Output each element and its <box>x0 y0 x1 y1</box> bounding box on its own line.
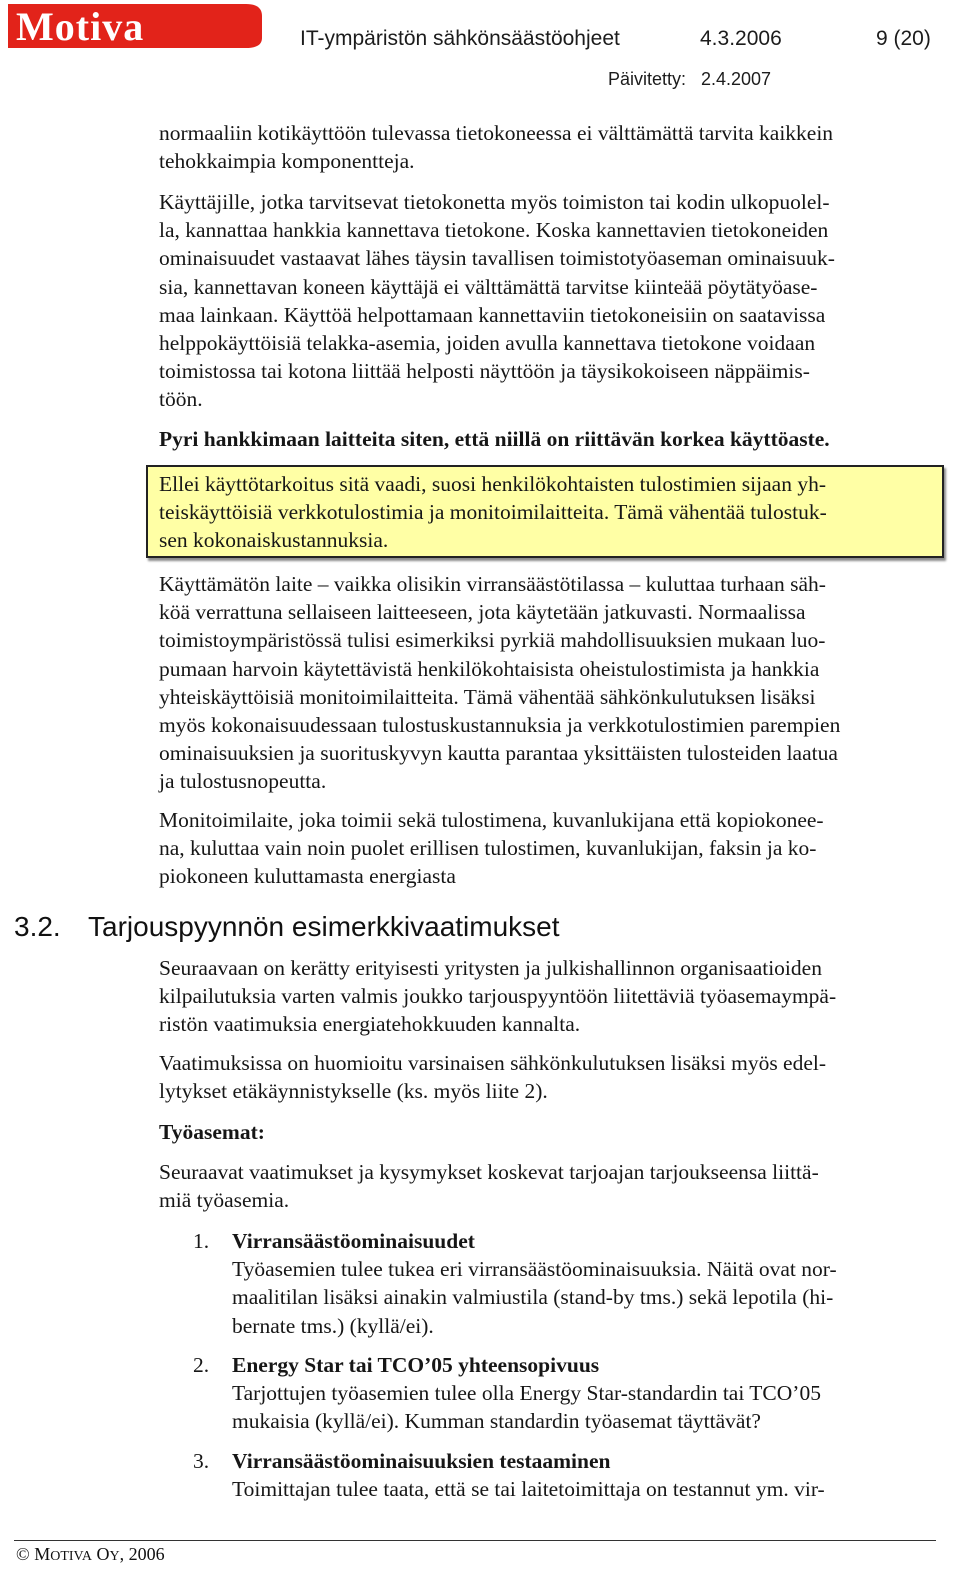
paragraph-1: normaaliin kotikäyttöön tulevassa tietokoneessa ei välttämättä tarvita kaikkein tehokkaimpia komponentteja. <box>159 121 834 174</box>
paragraph-6: Vaatimuksissa on huomioitu varsinaisen sähkönkulutuksen lisäksi myös edel- lytykset etäkäynnistykselle (ks. myös liite 2). <box>159 1051 827 1104</box>
footer-copyright: © MOTIVA OY, 2006 <box>16 1544 165 1564</box>
updated-label: Päivitetty: <box>608 69 687 89</box>
section-number: 3.2. <box>14 911 61 942</box>
paragraph-2: Käyttäjille, jotka tarvitsevat tietokonetta myös toimiston tai kodin ulkopuolel- la, kannattaa hankkia kannettava tietokone. Koska kannettavien tietokoneiden ominaisuudet vastaavat lähes täysin tavallisen toimistotyöaseman ominaisuuk- sia, kannettavan koneen käyttäjä ei välttämättä tarvitse kiinteää pöytätyöase- maa lainkaan. Käyttöä helpottamaan kannettaviin tietokoneisiin on saatavissa helppokäyttöisiä telakka-asemia, joiden avulla kannettava tietokone voidaan toimistossa tai kotona liittää helposti näyttöön ja täysikokoiseen näppäimis- töön. <box>159 190 835 412</box>
section-heading <box>14 911 560 943</box>
footer-divider <box>14 1540 936 1541</box>
list-number: 1. <box>193 1229 210 1253</box>
list-item-title: Virransäästöominaisuudet <box>232 1229 475 1253</box>
bold-recommendation: Pyri hankkimaan laitteita siten, että niillä on riittävän korkea käyttöaste. <box>159 427 830 451</box>
highlight-text: Ellei käyttötarkoitus sitä vaadi, suosi henkilökohtaisten tulostimien sijaan yh- teiskäyttöisiä verkkotulostimia ja monitoimilaitteita. Tämä vähentää tulostuk- sen kokonaiskustannuksia. <box>159 472 827 553</box>
motiva-logo <box>6 2 262 50</box>
subheading-workstations: Työasemat: <box>159 1120 265 1144</box>
list-item-title: Energy Star tai TCO’05 yhteensopivuus <box>232 1353 600 1377</box>
section-title: Tarjouspyynnön esimerkkivaatimukset <box>88 911 560 942</box>
document-title: IT-ympäristön sähkönsäästöohjeet <box>300 27 620 50</box>
page-number: 9 (20) <box>876 27 931 50</box>
updated-date: 2.4.2007 <box>701 69 772 89</box>
list-number: 3. <box>193 1449 210 1473</box>
paragraph-7: Seuraavat vaatimukset ja kysymykset koskevat tarjoajan tarjoukseensa liittä- miä työasemia. <box>159 1160 819 1213</box>
paragraph-4: Monitoimilaite, joka toimii sekä tulostimena, kuvanlukijana että kopiokonee- na, kuluttaa vain noin puolet erillisen tulostimen, kuvanlukijan, faksin ja ko- piokoneen kuluttamasta energiasta <box>159 808 824 889</box>
list-number: 2. <box>193 1353 210 1377</box>
paragraph-3: Käyttämätön laite – vaikka olisikin virransäästötilassa – kuluttaa turhaan säh- köä verrattuna sellaiseen laitteeseen, jota käytetään jatkuvasti. Normaalissa toimistoympäristössä tulisi esimerkiksi pyrkiä mahdollisuuksien mukaan luo- pumaan harvoin käytettävistä henkilökohtaisista oheistulostimista ja hankkia yhteiskäyttöisiä monitoimilaitteita. Tämä vähentää sähkönkulutuksen lisäksi myös kokonaisuudessaan tulostuskustannuksia ja verkkotulostimien parempien ominaisuuksien ja suorituskyvyn kautta parantaa yksittäisten tulosteiden laatua ja tulostusnopeutta. <box>159 572 841 794</box>
document-date: 4.3.2006 <box>700 27 782 50</box>
paragraph-5: Seuraavaan on kerätty erityisesti yritysten ja julkishallinnon organisaatioiden kilpailutuksia varten valmis joukko tarjouspyyntöön liitettäviä työasemaympä- ristön vaatimuksia energiatehokkuuden kannalta. <box>159 956 837 1037</box>
list-item-title: Virransäästöominaisuuksien testaaminen <box>232 1449 611 1473</box>
svg-text:Motiva: Motiva <box>16 4 145 49</box>
